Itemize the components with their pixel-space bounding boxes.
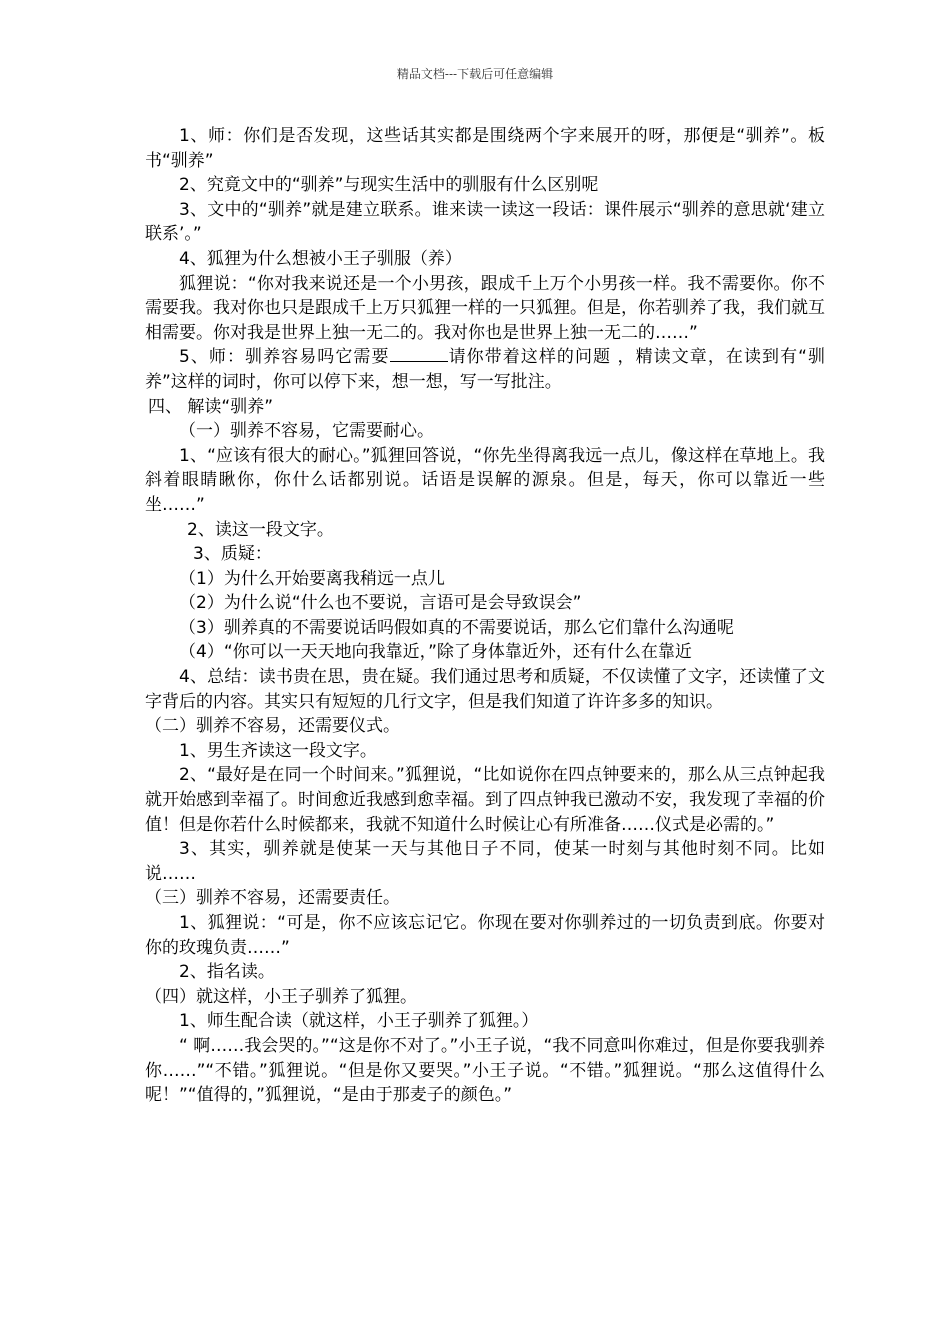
paragraph: “ 啊……我会哭的。”“这是你不对了。”小王子说，“我不同意叫你难过，但是你要我驯养你……”“不错。”狐狸说。“但是你又要哭。”小王子说。“不错。”狐狸说。“那么这值得什么呢！”“值得的，”狐狸说，“是由于那麦子的颜色。” [145, 1035, 825, 1106]
document-body [145, 124, 825, 1108]
paragraph: 1、男生齐读这一段文字。 [179, 740, 377, 761]
subsection-heading: （二）驯养不容易，还需要仪式。 [145, 716, 400, 737]
paragraph: 3、其实，驯养就是使某一天与其他日子不同，使某一时刻与其他时刻不同。比如说…… [145, 839, 825, 884]
paragraph: 狐狸说：“你对我来说还是一个小男孩，跟成千上万个小男孩一样。我不需要你。你不需要我。我对你也只是跟成千上万只狐狸一样的一只狐狸。但是，你若驯养了我，我们就互相需要。你对我是世界上独一无二的。我对你也是世界上独一无二的……” [145, 273, 825, 343]
list-item: （4）“你可以一天天地向我靠近，”除了身体靠近外，还有什么在靠近 [179, 642, 692, 663]
fill-in-blank [390, 347, 448, 362]
paragraph: 1、“应该有很大的耐心。”狐狸回答说，“你先坐得离我远一点儿，像这样在草地上。我斜着眼睛瞅你，你什么话都别说。话语是误解的源泉。但是，每天，你可以靠近一些坐……” [145, 445, 825, 515]
paragraph: 4、狐狸为什么想被小王子驯服（养） [179, 248, 462, 269]
paragraph-text: 5、师：驯养容易吗它需要 [179, 347, 390, 368]
page-header: 精品文档---下载后可任意编辑 [396, 67, 554, 81]
paragraph: 1、师：你们是否发现，这些话其实都是围绕两个字来展开的呀，那便是“驯养”。板书“驯养” [145, 126, 825, 171]
section-heading: 四、 解读“驯养” [148, 396, 274, 417]
paragraph: 3、文中的“驯养”就是建立联系。谁来读一读这一段话：课件展示“驯养的意思就‘建立联系’。” [145, 199, 825, 245]
paragraph: 2、读这一段文字。 [187, 519, 334, 540]
paragraph: 2、指名读。 [179, 962, 275, 983]
list-item: （1）为什么开始要离我稍远一点儿 [179, 568, 445, 589]
list-item: （3）驯养真的不需要说话吗假如真的不需要说话，那么它们靠什么沟通呢 [179, 617, 734, 638]
paragraph-text: 请你带着这样的问题 ，精读文章，在读到有“驯养”这样的词时，你可以停下来，想一想，写一写批注。 [145, 347, 825, 392]
list-item: （2）为什么说“什么也不要说，言语可是会导致误会” [179, 593, 582, 614]
subsection-heading: （一）驯养不容易，它需要耐心。 [179, 421, 434, 442]
paragraph: 2、究竟文中的“驯养”与现实生活中的驯服有什么区别呢 [179, 175, 599, 196]
paragraph: 3、质疑： [193, 544, 272, 565]
paragraph [145, 345, 825, 394]
paragraph: 1、师生配合读（就这样，小王子驯养了狐狸。） [179, 1011, 539, 1032]
subsection-heading: （四）就这样，小王子驯养了狐狸。 [145, 986, 417, 1007]
paragraph: 1、狐狸说：“可是，你不应该忘记它。你现在要对你驯养过的一切负责到底。你要对你的玫瑰负责……” [145, 913, 825, 958]
paragraph: 2、“最好是在同一个时间来。”狐狸说，“比如说你在四点钟要来的，那么从三点钟起我就开始感到幸福了。时间愈近我感到愈幸福。到了四点钟我已激动不安，我发现了幸福的价值！但是你若什么时候都来，我就不知道什么时候让心有所准备……仪式是必需的。” [145, 765, 825, 835]
paragraph: 4、总结：读书贵在思，贵在疑。我们通过思考和质疑，不仅读懂了文字，还读懂了文字背后的内容。其实只有短短的几行文字，但是我们知道了许许多多的知识。 [145, 667, 825, 712]
subsection-heading: （三）驯养不容易，还需要责任。 [145, 888, 400, 909]
